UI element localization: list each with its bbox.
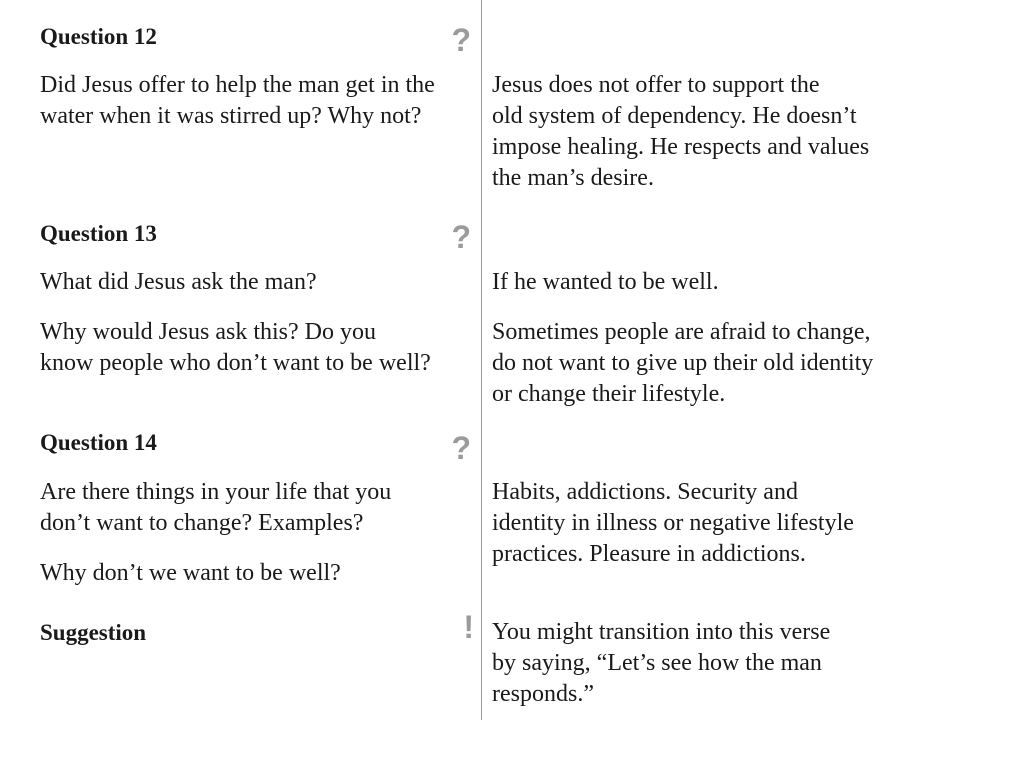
exclamation-icon: ! (463, 609, 474, 645)
question-13-answer-1: If he wanted to be well. (492, 269, 719, 295)
question-14-heading: Question 14 (40, 430, 157, 455)
question-13-text-2: Why would Jesus ask this? Do you know people who don’t want to be well? (40, 319, 431, 376)
suggestion-heading: Suggestion (40, 620, 147, 645)
question-12-answer: Jesus does not offer to support the old system of dependency. He doesn’t impose healing. He respects and values the man’s desire. (492, 72, 870, 191)
question-13-heading: Question 13 (40, 221, 157, 246)
question-12-heading: Question 12 (40, 24, 157, 49)
column-divider (481, 0, 482, 720)
question-12-text: Did Jesus offer to help the man get in the water when it was stirred up? Why not? (40, 72, 435, 129)
question-14-answer: Habits, addictions. Security and identity in illness or negative lifestyle practices. Pleasure in addictions. (492, 479, 854, 567)
question-13-text-1: What did Jesus ask the man? (40, 269, 317, 295)
question-mark-icon: ? (451, 430, 471, 466)
question-mark-icon: ? (451, 22, 471, 58)
question-14-text-2: Why don’t we want to be well? (40, 560, 341, 586)
question-13-answer-2: Sometimes people are afraid to change, do not want to give up their old identity or change their lifestyle. (492, 319, 874, 407)
suggestion-text: You might transition into this verse by saying, “Let’s see how the man responds.” (492, 619, 831, 707)
question-mark-icon: ? (451, 219, 471, 255)
question-14-text-1: Are there things in your life that you don’t want to change? Examples? (40, 479, 392, 536)
